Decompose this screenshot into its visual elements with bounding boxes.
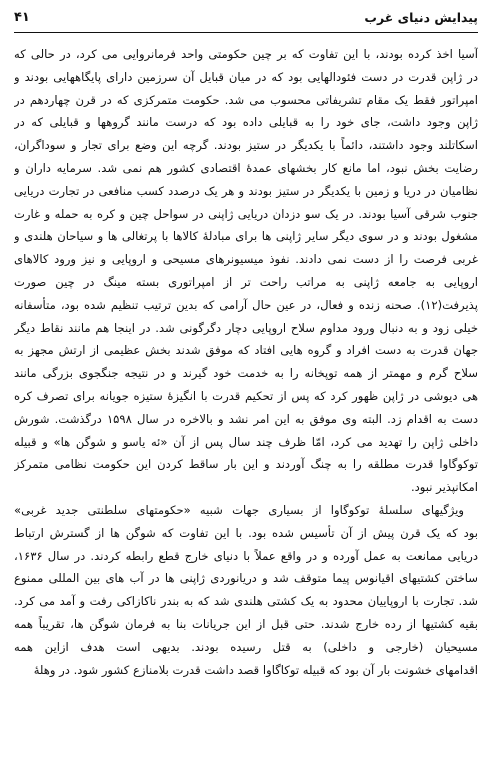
text-line: مسیحیان (خارجی و داخلی) به قتل رسیده بودند. بدیهی است هدف ازاین همه bbox=[14, 639, 478, 654]
text-line: پذیرفت(۱۲). صحنه زنده و فعال، در عین حال آرامی که بدین ترتیب تنظیم شده بود، متأسفانه bbox=[14, 297, 478, 312]
text-line: دست به اقدام زد. البته وی موفق به این امر نشد و بالاخره در سال ۱۵۹۸ درگذشت. شورش bbox=[14, 411, 478, 426]
text-line: اسکاتلند وجود داشتند، دائماً با یکدیگر در ستیز بودند. گرچه این وضع برای تجار و سوداگران، bbox=[14, 138, 478, 153]
text-line: امپراتور فقط یک مقام تشریفاتی محسوب می شد. حکومت متمرکزی که در قرن چهاردهم در bbox=[14, 92, 478, 107]
text-line: داخلی ژاپن را تهدید می کرد، امّا ظرف چند سال پس از آن «ئه یاسو و شوگن ها» و قبیله bbox=[14, 434, 478, 449]
text-line: آسیا اخذ کرده بودند، با این تفاوت که بر چین حکومتی واحد فرمانروایی می کرد، در حالی که bbox=[14, 47, 478, 61]
text-line: هی دیوشی در ژاپن ظهور کرد که پس از تحکیم قدرت با انگیزهٔ ستیزه جویانه برای تصرف کره bbox=[14, 388, 478, 403]
body-text bbox=[14, 43, 478, 681]
text-line: غربی فرصت را از دست نمی دادند. نفوذ میسیونرهای مسیحی و اروپایی و نیز ورود کالاهای bbox=[14, 252, 478, 267]
text-line: بقیه کشتیها از رده خارج شدند. حتی قبل از این جریانات بنا به فرمان شوگن ها، تقریباً همه bbox=[14, 616, 478, 631]
text-line: ژاپن وجود داشت، جای خود را به قبایلی داده بود که درست مانند گروهها و قبایلی که در bbox=[14, 115, 478, 130]
text-line: مشغول بودند و در سوی دیگر سایر ژاپنی ها برای مبادلهٔ کالاها با پرتغالی ها و سیاحان هلندی و bbox=[14, 229, 478, 244]
text-line: خیلی زود و به دنبال ورود مداوم سلاح اروپایی دچار دگرگونی شد. در اینجا هم مانند نقاط دیگر bbox=[14, 320, 478, 335]
text-line: ویژگیهای سلسلهٔ توکوگاوا از بسیاری جهات شبیه «حکومتهای سلطنتی جدید غربی» bbox=[14, 502, 464, 517]
paragraph bbox=[14, 43, 478, 499]
text-line: جهان قدرت به دست افراد و گروه هایی افتاد که موفق شدند بخش عظیمی از ارتش مجهز به bbox=[14, 343, 478, 358]
text-line: ساختن کشتیهای اقیانوس پیما متوقف شد و دریانوردی ژاپنی ها در آب های بین المللی ممنوع bbox=[14, 571, 478, 586]
text-line: در ژاپن قدرت در دست فئودالهایی بود که در میان قبایل آن سرزمین دارای پایگاههایی بودند و bbox=[14, 69, 478, 84]
text-line: توکوگاوا قدرت مطلقه را به چنگ آوردند و این بار ساقط کردن این حکومت نظامی متمرکز bbox=[14, 457, 478, 472]
text-line: نظامیان در دریا و زمین با یکدیگر در ستیز بودند و هر یک درصدد کسب منافعی در تجارت دریایی bbox=[14, 183, 478, 198]
text-line: سلاح گرم و مهمتر از همه توپخانه را به خدمت خود گیرند و در نتیجه جنگجوی بزرگی مانند bbox=[14, 366, 478, 381]
text-line: دریایی ممانعت به عمل آورده و در واقع عملاً با دنیای خارج قطع رابطه کردند. در سال ۱۶۳۶، bbox=[14, 548, 478, 563]
text-line: اقدامهای خشونت بار آن بود که قبیله توکاگاوا قصد داشت قدرت بلامنازع کشور شود. در وهلهٔ bbox=[33, 662, 478, 677]
text-line: جنوب شرقی آسیا بودند. در یک سو دزدان دریایی ژاپنی در سواحل چین و کره به حمله و غارت bbox=[14, 206, 478, 221]
page-header bbox=[14, 6, 478, 28]
text-line: شد. تجارت با اروپاییان محدود به یک کشتی هلندی شد که به بندر ناکازاکی رفت و آمد می کرد. bbox=[14, 594, 478, 609]
text-line: بود که یک قرن پیش از آن تأسیس شده بود. با این تفاوت که شوگن ها از گسترش ارتباط bbox=[14, 525, 478, 540]
text-line: اروپایی به جامعه ژاپنی به مراتب راحت تر از امپراتوری بسته مینگ در چین صورت bbox=[14, 274, 478, 289]
running-title: پیدایش دنیای غرب bbox=[364, 9, 478, 25]
header-rule bbox=[14, 32, 478, 33]
paragraph bbox=[14, 499, 478, 681]
text-line: رضایت بخش نبود، اما مانع کار بخشهای عمدهٔ اقتصادی کشور هم نمی شد. سرمایه داران و bbox=[14, 160, 478, 175]
page-number: ۴۱ bbox=[14, 9, 30, 25]
text-line: امکانپذیر نبود. bbox=[410, 480, 478, 495]
